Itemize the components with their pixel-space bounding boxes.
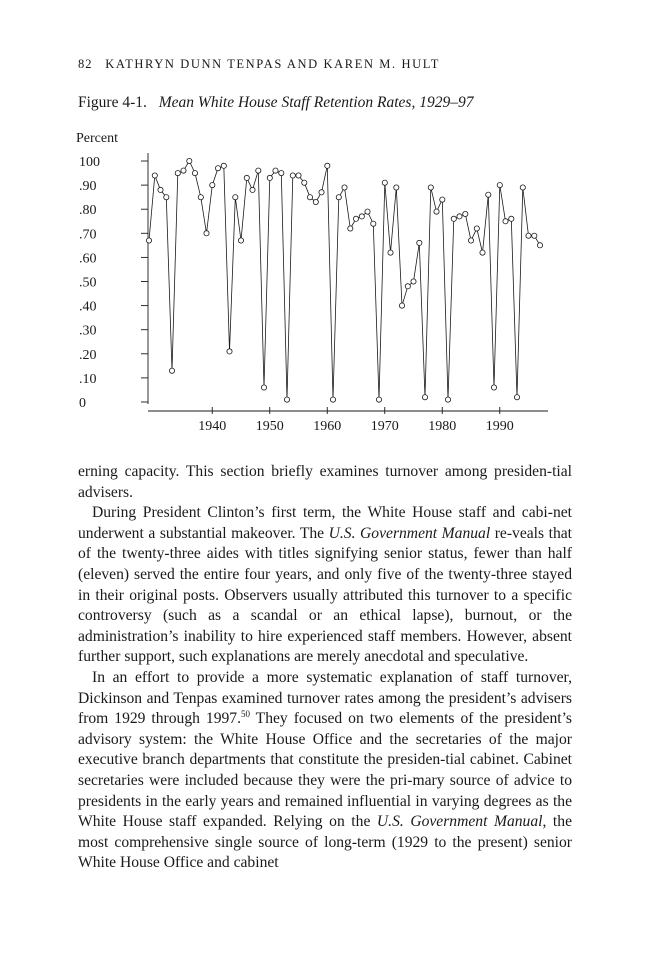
data-point: [313, 199, 318, 204]
x-tick-label: 1970: [370, 419, 399, 434]
data-point: [221, 163, 226, 168]
y-tick-label: .40: [79, 299, 97, 315]
data-point: [457, 214, 462, 219]
figure-caption: [78, 94, 473, 112]
paragraph-2: [78, 503, 572, 668]
x-tick-label: 1990: [485, 419, 514, 434]
data-point: [417, 240, 422, 245]
paragraph-3-text-c: , the most comprehensive single source of long-term (1929 to the present) senior White House Office and cabinet: [78, 813, 572, 872]
data-point: [158, 187, 163, 192]
data-point: [210, 183, 215, 188]
data-point: [146, 238, 151, 243]
data-point: [376, 397, 381, 402]
retention-rate-chart: [70, 124, 550, 444]
data-point: [509, 216, 514, 221]
data-point: [181, 168, 186, 173]
data-point: [359, 214, 364, 219]
data-point: [169, 368, 174, 373]
data-point: [491, 385, 496, 390]
x-tick-label: 1980: [428, 419, 457, 434]
data-point: [227, 349, 232, 354]
data-point: [192, 171, 197, 176]
data-point: [284, 397, 289, 402]
data-point: [428, 185, 433, 190]
running-head-authors: KATHRYN DUNN TENPAS AND KAREN M. HULT: [105, 57, 441, 71]
paragraph-3: [78, 668, 572, 874]
footnote-ref: 50: [241, 709, 250, 720]
running-head: [78, 57, 440, 72]
data-point: [330, 397, 335, 402]
data-point: [187, 158, 192, 163]
data-point: [152, 173, 157, 178]
data-point: [238, 238, 243, 243]
data-point: [388, 250, 393, 255]
data-point: [290, 173, 295, 178]
data-point: [394, 185, 399, 190]
figure-title: Mean White House Staff Retention Rates, 1929–97: [158, 94, 474, 111]
data-point: [526, 233, 531, 238]
paragraph-1-text: erning capacity. This section briefly examines turnover among presiden-tial advisers.: [78, 463, 572, 501]
data-point: [486, 192, 491, 197]
data-point: [480, 250, 485, 255]
y-tick-label: 0: [79, 396, 86, 411]
data-point: [325, 163, 330, 168]
data-point: [434, 209, 439, 214]
data-point: [233, 195, 238, 200]
paragraph-1: [78, 462, 572, 503]
data-point: [336, 195, 341, 200]
y-tick-label: .80: [79, 203, 97, 219]
data-point: [250, 187, 255, 192]
data-point: [440, 197, 445, 202]
x-tick-label: 1950: [255, 419, 284, 434]
data-point: [532, 233, 537, 238]
y-tick-label: 100: [79, 155, 100, 170]
data-point: [520, 185, 525, 190]
figure-label: Figure 4-1.: [78, 94, 147, 111]
data-point: [445, 397, 450, 402]
data-point: [422, 395, 427, 400]
series-line: [149, 161, 540, 400]
x-tick-label: 1940: [198, 419, 227, 434]
paragraph-3-emphasis: U.S. Government Manual: [376, 813, 543, 831]
y-axis-label: Percent: [76, 131, 118, 146]
data-point: [365, 209, 370, 214]
data-point: [411, 279, 416, 284]
y-tick-label: .70: [79, 227, 97, 243]
data-point: [267, 175, 272, 180]
data-point: [514, 395, 519, 400]
data-point: [296, 173, 301, 178]
data-point: [353, 216, 358, 221]
data-point: [371, 221, 376, 226]
y-axis: [79, 153, 148, 411]
data-point: [307, 195, 312, 200]
y-tick-label: .60: [79, 251, 97, 267]
data-point: [399, 303, 404, 308]
data-point: [382, 180, 387, 185]
data-point: [261, 385, 266, 390]
data-point: [279, 171, 284, 176]
data-point: [468, 238, 473, 243]
y-tick-label: .50: [79, 275, 97, 291]
paragraph-3-text-b: They focused on two elements of the president’s advisory system: the White House Office and the secretaries of the major executive branch departments that constitute the presiden-tial cabinet. Cabinet secretaries were included because they were the pri-mary source of advice to presidents in the early years and remained influential in varying degrees as the White House staff expanded. Relying on the: [78, 710, 572, 831]
data-point: [405, 284, 410, 289]
data-point: [302, 180, 307, 185]
body-text: [78, 462, 572, 874]
data-point: [244, 175, 249, 180]
data-point: [273, 168, 278, 173]
data-point: [463, 211, 468, 216]
data-point: [497, 183, 502, 188]
data-point: [175, 171, 180, 176]
data-point: [348, 226, 353, 231]
data-point: [319, 190, 324, 195]
paragraph-3-text-a: In an effort to provide a more systematic explanation of staff turnover, Dickinson and Tenpas examined turnover rates among the president’s advisers from 1929 through 1997.: [78, 668, 572, 728]
y-tick-label: .20: [79, 347, 97, 363]
y-tick-label: .90: [79, 179, 97, 195]
data-point: [198, 195, 203, 200]
data-point: [474, 226, 479, 231]
data-point: [342, 185, 347, 190]
x-tick-label: 1960: [313, 419, 342, 434]
data-point: [256, 168, 261, 173]
y-tick-label: .10: [79, 371, 97, 387]
paragraph-2-text-b: re-veals that of the twenty-three aides with titles signifying senior status, fewer than half (eleven) served the entire four years, and only five of the twenty-three stayed in their original posts. Observers usually attributed this turnover to a specific controversy (such as a scandal or an ethical lapse), burnout, or the administration’s inability to hire experienced staff members. However, absent further support, such explanations are merely anecdotal and speculative.: [78, 524, 572, 666]
page-number: 82: [78, 57, 93, 71]
paragraph-2-emphasis: U.S. Government Manual: [328, 524, 491, 542]
paragraph-2-text-a: During President Clinton’s first term, the White House staff and cabi-net underwent a substantial makeover. The: [78, 504, 572, 542]
data-point: [451, 216, 456, 221]
data-point: [164, 195, 169, 200]
x-axis: [148, 407, 548, 434]
y-tick-label: .30: [79, 323, 97, 339]
data-point: [204, 231, 209, 236]
retention-series: [146, 158, 542, 402]
data-point: [537, 243, 542, 248]
data-point: [503, 219, 508, 224]
data-point: [215, 166, 220, 171]
